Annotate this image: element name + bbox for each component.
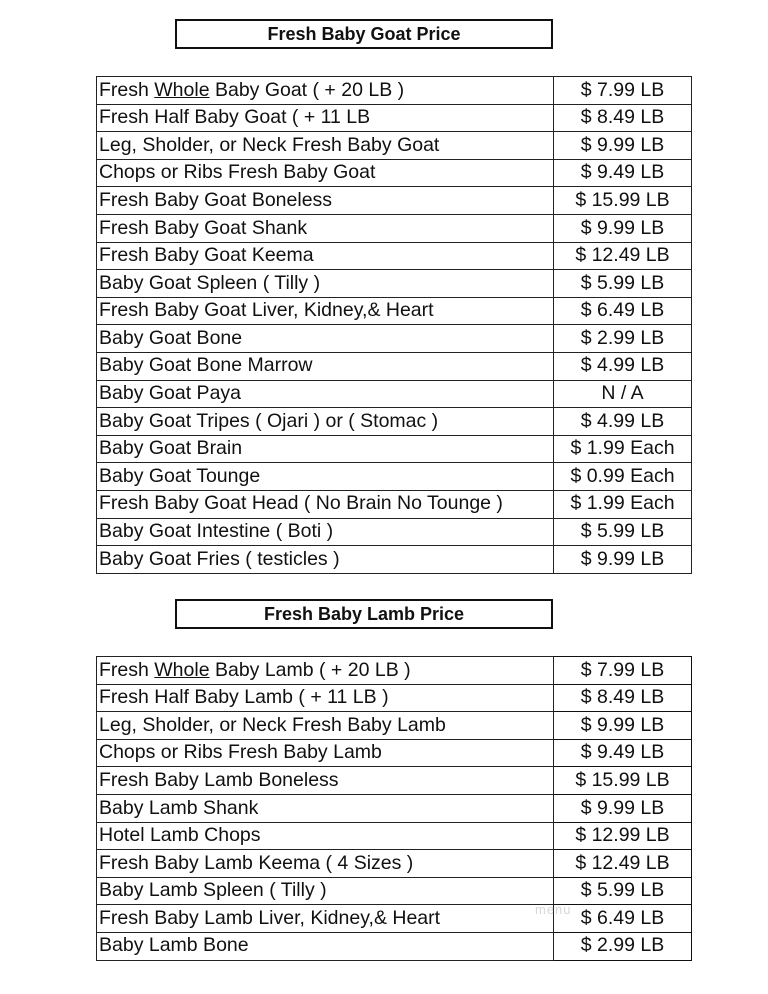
price-row xyxy=(97,132,692,160)
item-price: $ 9.49 LB xyxy=(554,159,692,187)
price-row xyxy=(97,104,692,132)
item-price: $ 6.49 LB xyxy=(554,905,692,933)
price-row xyxy=(97,794,692,822)
price-row xyxy=(97,739,692,767)
item-price: $ 8.49 LB xyxy=(554,684,692,712)
item-name: Fresh Half Baby Lamb ( + 11 LB ) xyxy=(97,684,554,712)
item-name: Leg, Sholder, or Neck Fresh Baby Goat xyxy=(97,132,554,160)
price-row xyxy=(97,463,692,491)
item-price: $ 12.99 LB xyxy=(554,822,692,850)
item-name: Fresh Whole Baby Lamb ( + 20 LB ) xyxy=(97,657,554,685)
item-name: Baby Goat Spleen ( Tilly ) xyxy=(97,270,554,298)
price-row xyxy=(97,712,692,740)
item-price: $ 2.99 LB xyxy=(554,325,692,353)
item-name: Baby Goat Tounge xyxy=(97,463,554,491)
item-price: $ 7.99 LB xyxy=(554,657,692,685)
item-name: Fresh Half Baby Goat ( + 11 LB xyxy=(97,104,554,132)
goat-price-table xyxy=(96,76,692,574)
item-name: Fresh Baby Goat Keema xyxy=(97,242,554,270)
item-price: N / A xyxy=(554,380,692,408)
item-price: $ 8.49 LB xyxy=(554,104,692,132)
price-row xyxy=(97,657,692,685)
price-row xyxy=(97,297,692,325)
price-row xyxy=(97,518,692,546)
item-name: Baby Goat Brain xyxy=(97,435,554,463)
lamb-price-table xyxy=(96,656,692,961)
item-price: $ 5.99 LB xyxy=(554,518,692,546)
item-price: $ 2.99 LB xyxy=(554,932,692,960)
item-price: $ 9.99 LB xyxy=(554,794,692,822)
item-name: Baby Lamb Spleen ( Tilly ) xyxy=(97,877,554,905)
watermark: menu xyxy=(535,902,572,917)
item-price: $ 15.99 LB xyxy=(554,187,692,215)
lamb-price-title: Fresh Baby Lamb Price xyxy=(175,599,553,629)
item-price: $ 4.99 LB xyxy=(554,352,692,380)
item-price: $ 9.49 LB xyxy=(554,739,692,767)
price-row xyxy=(97,490,692,518)
item-name: Chops or Ribs Fresh Baby Lamb xyxy=(97,739,554,767)
item-price: $ 4.99 LB xyxy=(554,408,692,436)
price-row xyxy=(97,905,692,933)
price-row xyxy=(97,325,692,353)
price-row xyxy=(97,767,692,795)
item-price: $ 5.99 LB xyxy=(554,877,692,905)
price-row xyxy=(97,380,692,408)
price-row xyxy=(97,214,692,242)
item-price: $ 9.99 LB xyxy=(554,712,692,740)
item-name: Fresh Baby Lamb Keema ( 4 Sizes ) xyxy=(97,850,554,878)
item-name: Fresh Whole Baby Goat ( + 20 LB ) xyxy=(97,77,554,105)
item-name: Baby Goat Tripes ( Ojari ) or ( Stomac ) xyxy=(97,408,554,436)
item-price: $ 5.99 LB xyxy=(554,270,692,298)
price-row xyxy=(97,435,692,463)
item-name: Baby Goat Bone xyxy=(97,325,554,353)
item-name: Fresh Baby Lamb Boneless xyxy=(97,767,554,795)
item-price: $ 1.99 Each xyxy=(554,435,692,463)
item-price: $ 9.99 LB xyxy=(554,214,692,242)
item-name: Fresh Baby Goat Head ( No Brain No Tounge ) xyxy=(97,490,554,518)
goat-price-title: Fresh Baby Goat Price xyxy=(175,19,553,49)
price-row xyxy=(97,546,692,574)
item-name: Baby Goat Bone Marrow xyxy=(97,352,554,380)
item-name: Fresh Baby Goat Liver, Kidney,& Heart xyxy=(97,297,554,325)
price-row xyxy=(97,77,692,105)
item-price: $ 7.99 LB xyxy=(554,77,692,105)
price-row xyxy=(97,270,692,298)
price-row xyxy=(97,352,692,380)
item-name: Leg, Sholder, or Neck Fresh Baby Lamb xyxy=(97,712,554,740)
price-row xyxy=(97,877,692,905)
item-price: $ 9.99 LB xyxy=(554,546,692,574)
item-name: Hotel Lamb Chops xyxy=(97,822,554,850)
item-name: Baby Goat Intestine ( Boti ) xyxy=(97,518,554,546)
item-name: Fresh Baby Goat Boneless xyxy=(97,187,554,215)
item-price: $ 12.49 LB xyxy=(554,850,692,878)
item-price: $ 9.99 LB xyxy=(554,132,692,160)
item-price: $ 12.49 LB xyxy=(554,242,692,270)
item-name: Chops or Ribs Fresh Baby Goat xyxy=(97,159,554,187)
item-name: Baby Lamb Shank xyxy=(97,794,554,822)
item-price: $ 0.99 Each xyxy=(554,463,692,491)
price-row xyxy=(97,822,692,850)
item-price: $ 6.49 LB xyxy=(554,297,692,325)
item-price: $ 1.99 Each xyxy=(554,490,692,518)
item-price: $ 15.99 LB xyxy=(554,767,692,795)
item-name: Fresh Baby Lamb Liver, Kidney,& Heart xyxy=(97,905,554,933)
item-name: Baby Goat Fries ( testicles ) xyxy=(97,546,554,574)
price-row xyxy=(97,187,692,215)
item-name: Baby Lamb Bone xyxy=(97,932,554,960)
price-row xyxy=(97,408,692,436)
price-row xyxy=(97,242,692,270)
price-row xyxy=(97,850,692,878)
price-row xyxy=(97,932,692,960)
item-name: Fresh Baby Goat Shank xyxy=(97,214,554,242)
price-row xyxy=(97,159,692,187)
price-row xyxy=(97,684,692,712)
item-name: Baby Goat Paya xyxy=(97,380,554,408)
